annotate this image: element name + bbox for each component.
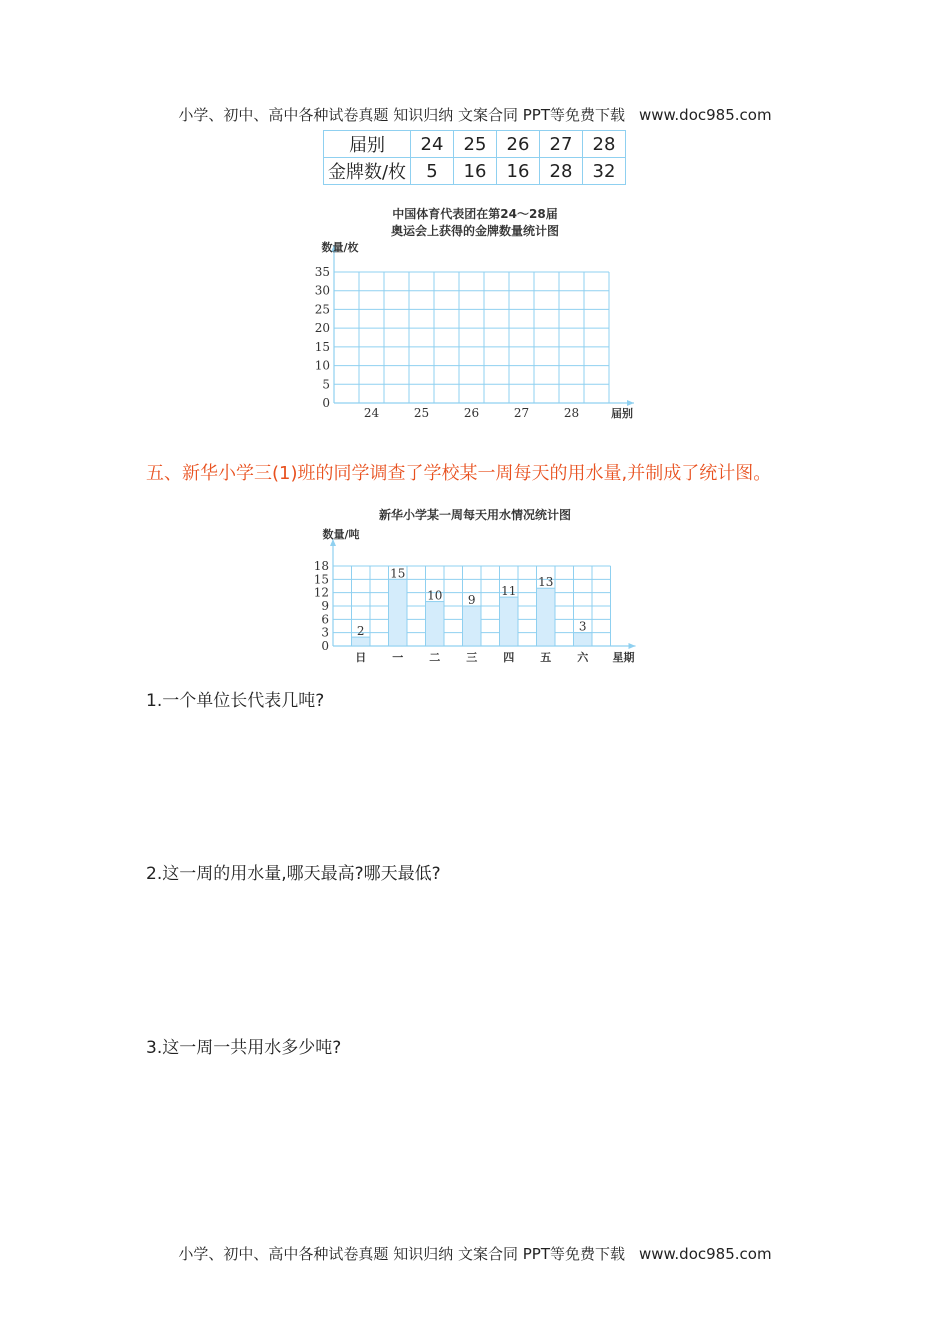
- footer-url[interactable]: www.doc985.com: [638, 1245, 772, 1263]
- x-tick-label: 28: [563, 406, 580, 420]
- table-row-sessions: [324, 131, 626, 158]
- x-tick-label: 五: [540, 651, 552, 664]
- x-tick-label: 25: [413, 406, 430, 420]
- header-url[interactable]: www.doc985.com: [638, 106, 772, 124]
- x-tick-label: 六: [577, 651, 589, 664]
- table-cell: 27: [540, 131, 583, 158]
- table-cell: 26: [497, 131, 540, 158]
- table-cell: 16: [454, 158, 497, 185]
- bar: [500, 597, 519, 646]
- y-tick-label: 0: [322, 396, 330, 410]
- y-axis-label: 数量/吨: [322, 528, 360, 541]
- x-tick-label: 三: [466, 651, 478, 664]
- y-tick-label: 20: [314, 321, 330, 336]
- bar-value-label: 2: [356, 624, 365, 639]
- x-tick-label: 26: [463, 406, 480, 420]
- y-tick-label: 10: [314, 358, 330, 373]
- x-axis-label: 届别: [611, 407, 633, 420]
- bar-value-label: 13: [538, 575, 554, 590]
- table-cell: 28: [583, 131, 626, 158]
- bar-value-label: 3: [578, 619, 587, 634]
- x-axis-arrow: [629, 643, 636, 649]
- bar-value-label: 11: [501, 584, 517, 599]
- table-cell: 16: [497, 158, 540, 185]
- header-text: 小学、初中、高中各种试卷真题 知识归纳 文案合同 PPT等免费下载: [178, 106, 625, 124]
- bar-value-label: 15: [390, 566, 406, 581]
- chart1-title-line2: 奥运会上获得的金牌数量统计图: [390, 224, 559, 238]
- y-tick-label: 9: [321, 599, 329, 613]
- page-header: [0, 104, 950, 125]
- x-tick-label: 二: [429, 651, 441, 664]
- table-row-header: 金牌数/枚: [324, 158, 411, 185]
- x-tick-label: 日: [355, 651, 367, 664]
- question-3: 3.这一周一共用水多少吨?: [146, 1038, 342, 1058]
- y-tick-label: 12: [313, 585, 329, 600]
- question-2: 2.这一周的用水量,哪天最高?哪天最低?: [146, 864, 441, 884]
- medal-table: [323, 130, 626, 185]
- y-tick-label: 35: [314, 265, 330, 279]
- question-1: 1.一个单位长代表几吨?: [146, 691, 325, 711]
- table-cell: 28: [540, 158, 583, 185]
- x-tick-label: 四: [503, 651, 515, 664]
- water-chart: [0, 523, 950, 668]
- bar: [574, 633, 593, 646]
- table-row-medals: [324, 158, 626, 185]
- bar-value-label: 9: [467, 593, 476, 607]
- x-tick-label: 24: [363, 406, 380, 420]
- x-tick-label: 一: [392, 651, 404, 664]
- y-tick-label: 15: [313, 572, 329, 587]
- chart2-title: 新华小学某一周每天用水情况统计图: [378, 508, 571, 522]
- medal-chart: [0, 235, 950, 435]
- bar: [463, 606, 482, 646]
- table-cell: 32: [583, 158, 626, 185]
- y-axis-label: 数量/枚: [321, 241, 359, 254]
- x-axis-label: 星期: [612, 651, 635, 664]
- bar: [389, 579, 408, 646]
- bar: [426, 602, 445, 646]
- bar-value-label: 10: [427, 588, 443, 603]
- footer-text: 小学、初中、高中各种试卷真题 知识归纳 文案合同 PPT等免费下载: [178, 1245, 625, 1263]
- bar: [537, 588, 556, 646]
- section-5-title: 五、新华小学三(1)班的同学调查了学校某一周每天的用水量,并制成了统计图。: [146, 463, 772, 484]
- y-tick-label: 25: [314, 302, 330, 317]
- y-tick-label: 18: [313, 559, 329, 573]
- chart1-title-line1: 中国体育代表团在第24～28届: [392, 207, 558, 221]
- x-tick-label: 27: [513, 406, 530, 420]
- y-tick-label: 0: [321, 639, 329, 653]
- page-footer: [0, 1243, 950, 1264]
- y-tick-label: 5: [322, 377, 330, 392]
- x-axis-arrow: [627, 400, 634, 406]
- bar: [352, 637, 371, 646]
- y-tick-label: 6: [321, 612, 329, 627]
- y-tick-label: 3: [321, 625, 329, 640]
- y-tick-label: 15: [314, 339, 330, 354]
- table-cell: 5: [411, 158, 454, 185]
- table-row-header: 届别: [324, 131, 411, 158]
- table-cell: 24: [411, 131, 454, 158]
- y-tick-label: 30: [314, 283, 330, 298]
- table-cell: 25: [454, 131, 497, 158]
